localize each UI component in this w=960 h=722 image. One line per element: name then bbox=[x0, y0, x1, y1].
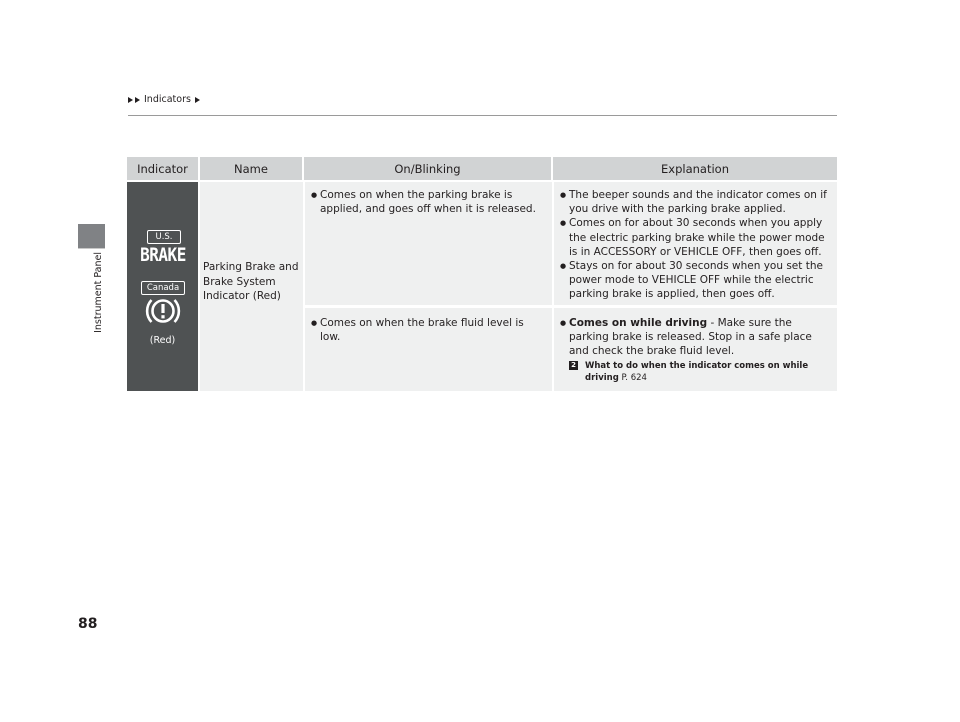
list-item: ● The beeper sounds and the indicator comes on if you drive with the parking brake applied. bbox=[560, 188, 831, 216]
indicator-cell bbox=[127, 182, 198, 391]
breadcrumb-label[interactable]: Indicators bbox=[144, 94, 191, 105]
row2-explanation bbox=[554, 308, 837, 391]
region-us-badge: U.S. bbox=[147, 230, 181, 244]
breadcrumb bbox=[128, 94, 200, 105]
row1-explanation bbox=[554, 182, 837, 305]
page-number: 88 bbox=[78, 616, 98, 632]
indicator-color-note: (Red) bbox=[149, 335, 176, 346]
region-canada-badge: Canada bbox=[141, 281, 185, 295]
header-divider bbox=[128, 115, 837, 116]
cross-reference[interactable] bbox=[560, 360, 831, 384]
table-body bbox=[127, 182, 837, 391]
side-tab-label: Instrument Panel bbox=[93, 252, 104, 333]
explanation-bold-lead: Comes on while driving bbox=[569, 317, 708, 329]
breadcrumb-arrow-icon bbox=[195, 97, 200, 103]
header-explanation: Explanation bbox=[661, 161, 729, 176]
list-item: ● Comes on when the parking brake is applied, and goes off when it is released. bbox=[311, 188, 546, 216]
brake-indicator-icon: BRAKE bbox=[140, 243, 186, 266]
table-header bbox=[127, 157, 837, 180]
list-item: ● Comes on for about 30 seconds when you apply the electric parking brake while the power mode is in ACCESSORY or VEHICLE OFF, then goes off. bbox=[560, 216, 831, 259]
header-indicator: Indicator bbox=[127, 157, 200, 180]
list-item: ● Stays on for about 30 seconds when you set the power mode to VEHICLE OFF while the electric parking brake is applied, then goes off. bbox=[560, 259, 831, 302]
list-item: ● Comes on when the brake fluid level is low. bbox=[311, 316, 546, 344]
row2-on-blinking bbox=[305, 308, 552, 391]
indicator-name: Parking Brake and Brake System Indicator (Red) bbox=[200, 182, 303, 391]
row1-on-blinking bbox=[305, 182, 552, 305]
list-item bbox=[560, 316, 831, 359]
header-on-blinking: On/Blinking bbox=[304, 157, 553, 180]
indicator-table bbox=[127, 157, 837, 391]
header-name: Name bbox=[200, 157, 304, 180]
reference-page[interactable]: P. 624 bbox=[618, 372, 647, 383]
side-tab-marker bbox=[78, 224, 105, 248]
reference-arrow-icon: 2 bbox=[569, 361, 578, 370]
breadcrumb-arrow-icon bbox=[135, 97, 140, 103]
breadcrumb-arrow-icon bbox=[128, 97, 133, 103]
brake-warning-icon bbox=[145, 294, 181, 328]
explanation-text: - Make sure the parking brake is released. Stop in a safe place and check the brake fluid level. bbox=[569, 317, 812, 358]
side-tab-rule bbox=[78, 248, 105, 249]
reference-title[interactable]: What to do when the indicator comes on while driving bbox=[585, 360, 809, 383]
